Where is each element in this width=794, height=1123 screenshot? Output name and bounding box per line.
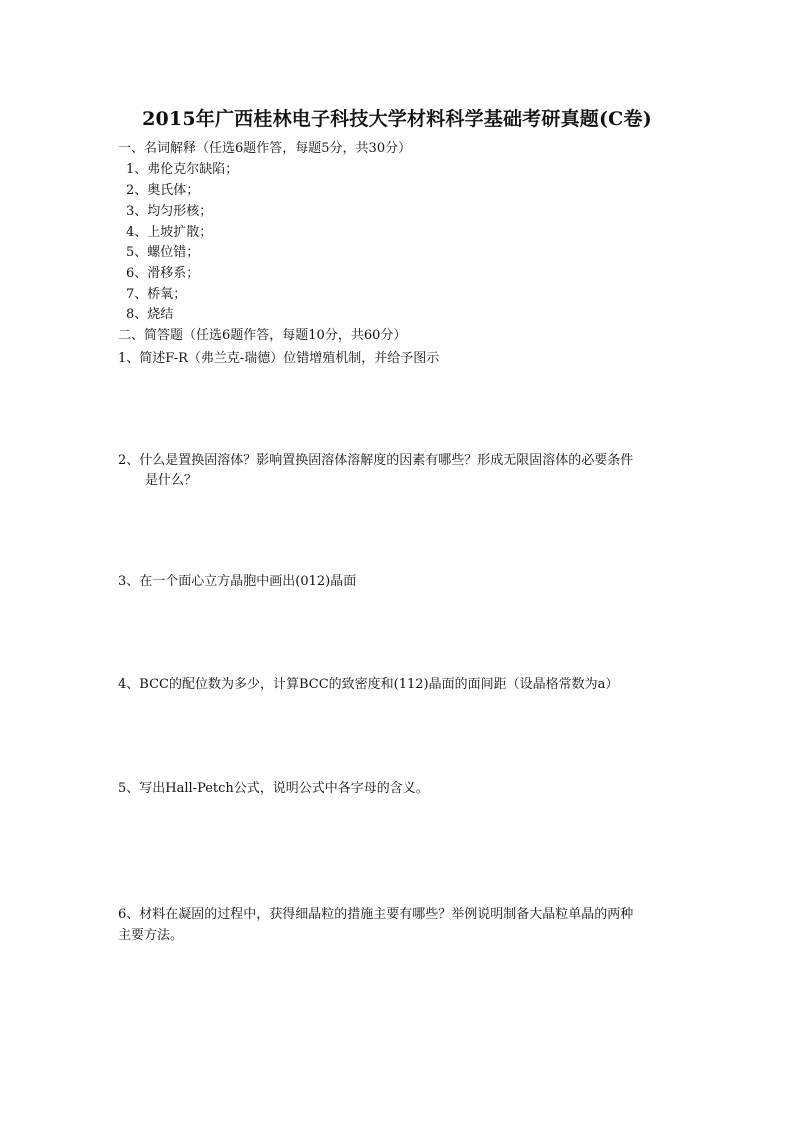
question-2-continuation: 是什么？ <box>145 473 198 488</box>
question-2: 2、什么是置换固溶体？影响置换固溶体溶解度的因素有哪些？形成无限固溶体的必要条件 <box>118 453 634 468</box>
section-heading-terms: 一、名词解释（任选6题作答，每题5分，共30分） <box>118 141 412 156</box>
term-item: 1、弗伦克尔缺陷； <box>126 162 239 177</box>
term-item: 8、烧结 <box>126 307 174 322</box>
question-3: 3、在一个面心立方晶胞中画出(012)晶面 <box>118 574 357 589</box>
section-heading-short-answer: 二、简答题（任选6题作答，每题10分，共60分） <box>118 328 407 343</box>
document-title: 2015年广西桂林电子科技大学材料科学基础考研真题(C卷) <box>142 108 652 130</box>
question-6: 6、材料在凝固的过程中，获得细晶粒的措施主要有哪些？举例说明制备大晶粒单晶的两种 <box>118 907 634 922</box>
term-item: 7、桥氧； <box>126 287 187 302</box>
question-6-continuation: 主要方法。 <box>118 928 184 943</box>
term-item: 4、上坡扩散； <box>126 225 213 240</box>
question-1: 1、简述F-R（弗兰克-瑞德）位错增殖机制，并给予图示 <box>118 351 440 366</box>
term-item: 3、均匀形核； <box>126 204 213 219</box>
term-item: 5、螺位错； <box>126 245 200 260</box>
question-5: 5、写出Hall-Petch公式，说明公式中各字母的含义。 <box>118 781 429 796</box>
term-item: 6、滑移系； <box>126 266 200 281</box>
question-4: 4、BCC的配位数为多少，计算BCC的致密度和(112)晶面的面间距（设晶格常数为a） <box>118 677 619 692</box>
term-item: 2、奥氏体； <box>126 183 200 198</box>
